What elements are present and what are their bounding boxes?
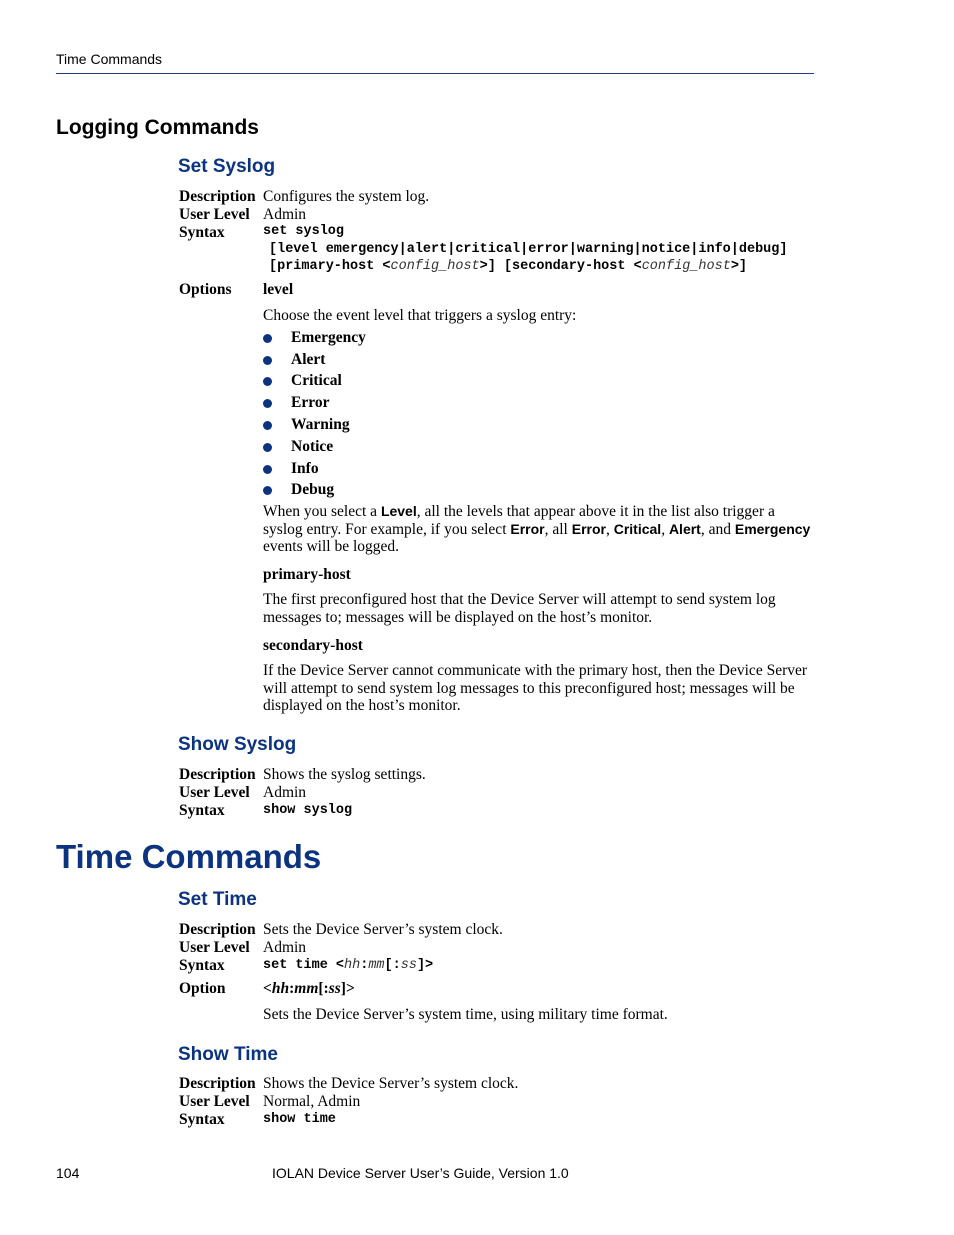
bullet-icon [263, 421, 272, 430]
level-list-item: Alert [291, 351, 326, 368]
set-time-syntax: set time <hh:mm[:ss]> [263, 958, 434, 973]
set-time-option-name: <hh:mm[:ss]> [263, 980, 355, 997]
level-note: When you select a Level, all the levels that appear above it in the list also trigger a syslog entry. For example, if you select Error, all Error, Critical, Alert, and Emergency events will be logged. [263, 503, 811, 555]
level-list-item: Emergency [291, 329, 366, 346]
bullet-icon [263, 334, 272, 343]
level-list-item: Info [291, 460, 319, 477]
show-time-syntax: show time [263, 1112, 336, 1127]
show-syslog-title: Show Syslog [178, 734, 297, 755]
page-number: 104 [56, 1165, 80, 1181]
show-syslog-user-level: Admin [263, 784, 307, 801]
bullet-icon [263, 377, 272, 386]
level-list-item: Notice [291, 438, 334, 455]
section-heading-logging: Logging Commands [56, 116, 259, 139]
bullet-icon [263, 356, 272, 365]
level-intro: Choose the event level that triggers a syslog entry: [263, 307, 577, 324]
show-time-title: Show Time [178, 1044, 278, 1065]
bullet-icon [263, 486, 272, 495]
footer-title: IOLAN Device Server User’s Guide, Version 1.0 [272, 1165, 569, 1181]
set-time-syntax-label: Syntax [179, 957, 225, 974]
level-list-item: Error [291, 394, 330, 411]
bullet-icon [263, 465, 272, 474]
show-syslog-user-level-label: User Level [179, 784, 250, 801]
header-rule [56, 73, 814, 74]
set-syslog-syntax-line1: set syslog [263, 224, 345, 239]
set-time-description-label: Description [179, 921, 256, 938]
set-time-user-level-label: User Level [179, 939, 250, 956]
set-syslog-user-level: Admin [263, 206, 307, 223]
show-time-user-level: Normal, Admin [263, 1093, 361, 1110]
set-syslog-syntax-line3: [primary-host <config_host>] [secondary-host <config_host>] [269, 259, 748, 274]
set-syslog-description: Configures the system log. [263, 188, 430, 205]
bullet-icon [263, 399, 272, 408]
bullet-icon [263, 443, 272, 452]
show-time-description: Shows the Device Server’s system clock. [263, 1075, 519, 1092]
set-syslog-user-level-label: User Level [179, 206, 250, 223]
set-time-description: Sets the Device Server’s system clock. [263, 921, 503, 938]
section-heading-time: Time Commands [56, 838, 322, 875]
set-time-user-level: Admin [263, 939, 307, 956]
option-level-name: level [263, 281, 294, 298]
show-syslog-syntax-label: Syntax [179, 802, 225, 819]
secondary-host-description: If the Device Server cannot communicate with the primary host, then the Device Server will attempt to send system log messages to this preconfigured host; messages will be displayed on the host’s monitor. [263, 662, 808, 714]
set-syslog-options-label: Options [179, 281, 232, 298]
set-time-title: Set Time [178, 889, 257, 910]
set-syslog-title: Set Syslog [178, 156, 276, 177]
running-header: Time Commands [56, 51, 163, 67]
level-list-item: Critical [291, 372, 342, 389]
show-time-user-level-label: User Level [179, 1093, 250, 1110]
show-syslog-syntax: show syslog [263, 803, 353, 818]
level-list-item: Warning [291, 416, 350, 433]
set-syslog-syntax-label: Syntax [179, 224, 225, 241]
set-time-option-label: Option [179, 980, 226, 997]
set-syslog-description-label: Description [179, 188, 256, 205]
set-syslog-syntax-line2: [level emergency|alert|critical|error|warning|notice|info|debug] [269, 242, 788, 257]
show-time-syntax-label: Syntax [179, 1111, 225, 1128]
primary-host-description: The first preconfigured host that the Device Server will attempt to send system log messages to; messages will be displayed on the host’s monitor. [263, 591, 776, 626]
option-primary-host-name: primary-host [263, 566, 351, 583]
option-secondary-host-name: secondary-host [263, 637, 363, 654]
show-syslog-description: Shows the syslog settings. [263, 766, 426, 783]
set-time-option-description: Sets the Device Server’s system time, using military time format. [263, 1006, 668, 1023]
show-time-description-label: Description [179, 1075, 256, 1092]
show-syslog-description-label: Description [179, 766, 256, 783]
level-list-item: Debug [291, 481, 335, 498]
